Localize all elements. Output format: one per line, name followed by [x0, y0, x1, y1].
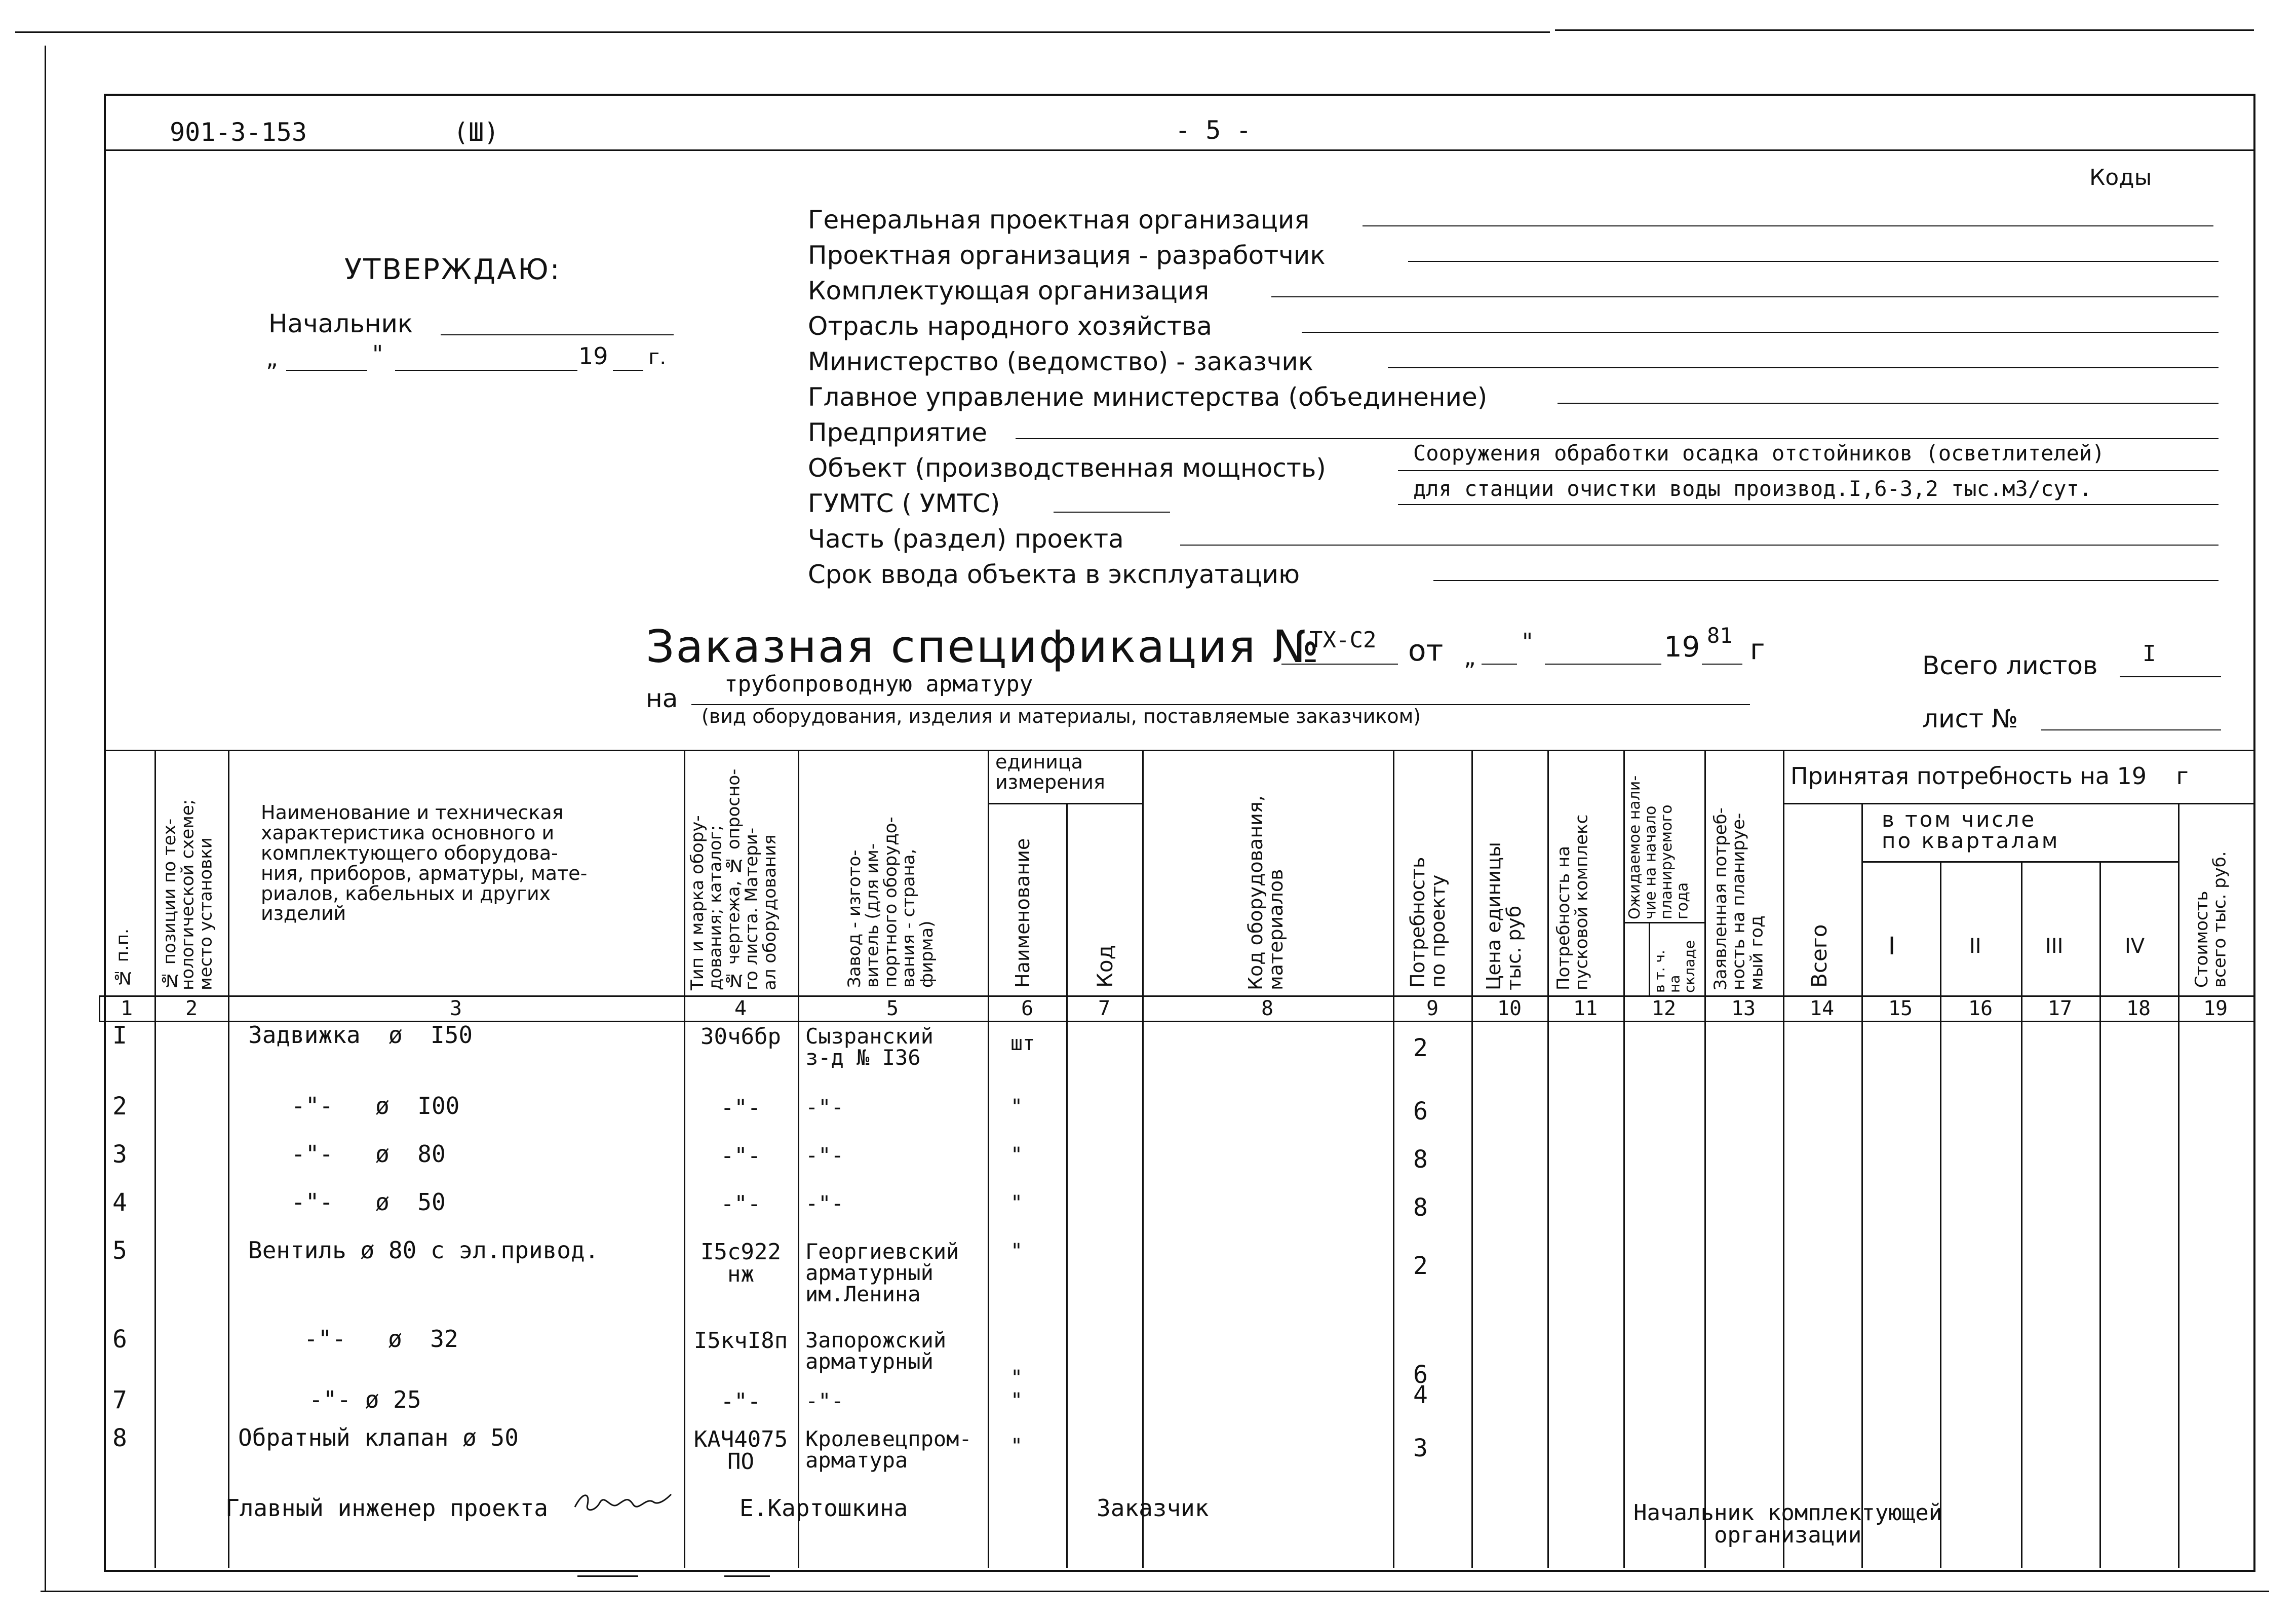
col-line: [1861, 803, 1863, 1568]
field-line: [1398, 470, 2219, 471]
header-accepted: Принятая потребность на 19 г: [1791, 762, 2189, 790]
item-maker: Георгиевский арматурный им.Ленина: [805, 1239, 959, 1306]
header-c10: Цена единицы тыс. руб: [1483, 842, 1525, 990]
header-c7: Код: [1093, 945, 1117, 988]
header-q4: IV: [2125, 935, 2145, 958]
unit-group-rule: [988, 803, 1142, 804]
item-unit: ": [1010, 1366, 1023, 1389]
field-general-org: Генеральная проектная организация: [808, 205, 1310, 235]
item-name: -"- ø 80: [291, 1140, 446, 1168]
row-number: 4: [112, 1188, 127, 1217]
item-type: I5кчI8п: [693, 1328, 788, 1354]
item-qty: 8: [1413, 1145, 1428, 1174]
sheets-total: I: [2143, 641, 2156, 667]
spec-title: Заказная спецификация №: [646, 621, 1320, 673]
c12-sub-rule: [1623, 922, 1704, 923]
header-c14: Всего: [1807, 924, 1832, 988]
sheets-total-line: [2120, 676, 2221, 677]
header-q1: I: [1888, 932, 1896, 960]
field-designer-org: Проектная организация - разработчик: [808, 241, 1326, 270]
item-type: -"-: [720, 1191, 761, 1217]
item-maker: -"-: [805, 1388, 844, 1413]
header-c9: Потребность по проекту: [1407, 857, 1449, 988]
item-unit: ": [1010, 1191, 1023, 1215]
top-rule: [15, 31, 1550, 33]
field-gummts: ГУМТС ( УМТС): [808, 489, 1000, 518]
spec-subject-hint: (вид оборудования, изделия и материалы, поставляемые заказчиком): [702, 705, 1421, 727]
header-c8: Код оборудования, материалов: [1244, 795, 1287, 990]
spec-year-letter: г: [1750, 633, 1765, 666]
item-qty: 2: [1413, 1034, 1428, 1062]
row-number: 7: [112, 1386, 127, 1414]
item-type: I5с922 нж: [701, 1239, 781, 1287]
spec-subject: трубопроводную арматуру: [724, 671, 1033, 697]
column-number: 3: [449, 997, 462, 1020]
item-unit: ": [1010, 1435, 1023, 1458]
field-line: [1302, 332, 2219, 333]
column-number: 16: [1968, 997, 1993, 1020]
date-day-line: [286, 370, 367, 371]
column-number: 9: [1426, 997, 1439, 1020]
page-number: - 5 -: [1175, 115, 1252, 145]
item-qty: 6: [1413, 1361, 1428, 1389]
field-enterprise: Предприятие: [808, 418, 988, 447]
col-line: [988, 750, 989, 1568]
header-c19: Стоимость всего тыс. руб.: [2192, 851, 2230, 988]
field-commission-date: Срок ввода объекта в эксплуатацию: [808, 560, 1300, 589]
row-number: 6: [112, 1325, 127, 1354]
col-line: [2178, 803, 2180, 1568]
approval-title: УТВЕРЖДАЮ:: [344, 253, 561, 286]
header-c12-sub: в т. ч. на складе: [1651, 940, 1698, 993]
field-line: [1054, 512, 1170, 513]
date-year: 19: [578, 342, 608, 370]
row-number: 3: [112, 1140, 127, 1169]
item-type: -"-: [720, 1095, 761, 1121]
spec-on: на: [646, 684, 678, 713]
header-c13: Заявленная потреб- ность на планируе- мый год: [1710, 807, 1767, 990]
date-quote-open: „: [266, 344, 278, 372]
header-c11: Потребность на пусковой комплекс: [1553, 814, 1592, 990]
item-type: -"-: [720, 1388, 761, 1414]
item-maker: Кролевецпром- арматура: [805, 1426, 972, 1473]
col-line: [1142, 750, 1144, 1568]
codes-label: Коды: [2089, 165, 2152, 190]
column-number: 8: [1261, 997, 1274, 1020]
left-tick: [99, 995, 100, 1021]
sheets-total-label: Всего листов: [1922, 651, 2098, 680]
chief-engineer-signature: [570, 1482, 676, 1522]
approval-chief: Начальник: [268, 309, 413, 338]
item-unit: шт: [1010, 1032, 1035, 1055]
item-type: -"-: [720, 1143, 761, 1169]
item-maker: -"-: [805, 1143, 844, 1168]
col-line: [1623, 750, 1625, 1568]
row-number: 2: [112, 1092, 127, 1121]
row-number: 8: [112, 1424, 127, 1452]
item-maker: Сызранский з-д № I36: [805, 1024, 933, 1070]
col-line: [154, 750, 156, 1568]
column-number: 6: [1021, 997, 1034, 1020]
field-economy-branch: Отрасль народного хозяйства: [808, 312, 1212, 341]
field-line: [1398, 504, 2219, 505]
quarters-group-rule: [1861, 861, 2178, 863]
item-qty: 2: [1413, 1252, 1428, 1280]
item-unit: ": [1010, 1143, 1023, 1167]
col-line: [1547, 750, 1549, 1568]
column-number: 4: [734, 997, 747, 1020]
col-line: [1940, 861, 1941, 1568]
col-line: [798, 750, 799, 1568]
column-number: 15: [1888, 997, 1913, 1020]
bottom-mark: [577, 1575, 638, 1577]
left-margin-rule: [45, 46, 46, 1591]
object-value-line2: для станции очистки воды производ.I,6-3,2 тыс.м3/сут.: [1413, 476, 2092, 501]
item-name: Обратный клапан ø 50: [238, 1424, 519, 1451]
item-qty: 3: [1413, 1434, 1428, 1462]
col-line: [228, 750, 229, 1568]
item-unit: ": [1010, 1095, 1023, 1118]
item-maker: -"-: [805, 1191, 844, 1216]
column-number: 5: [886, 997, 899, 1020]
spec-month-line: [1545, 664, 1661, 665]
chief-signature-line: [441, 334, 674, 335]
header-q2: II: [1969, 935, 1981, 958]
item-unit: ": [1010, 1389, 1023, 1412]
spec-number: ТХ-С2: [1309, 627, 1377, 653]
header-q3: III: [2045, 935, 2064, 958]
col-line: [1783, 750, 1784, 1568]
header-c12-top: Ожидаемое нали- чие на начало планируемого года: [1626, 775, 1692, 919]
date-year-line: [613, 370, 643, 371]
spec-quote-close: ": [1522, 628, 1533, 655]
field-line: [1433, 580, 2219, 581]
document-code: 901-3-153: [170, 118, 307, 147]
item-name: -"- ø 32: [304, 1325, 458, 1353]
column-number: 1: [120, 997, 133, 1020]
column-number: 11: [1573, 997, 1598, 1020]
field-object-label: Объект (производственная мощность): [808, 453, 1326, 483]
header-c4: Тип и марка обору- дования; каталог; № чертежа, № опросно- го листа. Матери- ал оборудования: [687, 768, 780, 990]
column-number: 14: [1809, 997, 1835, 1020]
item-name: Вентиль ø 80 с эл.привод.: [248, 1237, 599, 1264]
chief-engineer-name: Е.Картошкина: [740, 1494, 908, 1522]
header-unit-group: единица измерения: [995, 751, 1105, 793]
column-number: 2: [185, 997, 198, 1020]
item-maker: -"-: [805, 1095, 844, 1119]
field-line: [1388, 367, 2219, 368]
col-line: [2021, 861, 2022, 1568]
spec-from: от: [1408, 633, 1444, 668]
field-line: [1408, 261, 2219, 262]
item-unit: ": [1010, 1240, 1023, 1263]
header-c6: Наименование: [1011, 838, 1034, 988]
item-qty: 8: [1413, 1193, 1428, 1222]
column-number: 12: [1651, 997, 1677, 1020]
field-line: [1558, 403, 2219, 404]
col-line: [1393, 750, 1394, 1568]
c12-sub-divider: [1649, 922, 1650, 995]
spec-number-line: [1281, 664, 1398, 665]
spec-day-line: [1482, 664, 1517, 665]
object-value-line1: Сооружения обработки осадка отстойников (осветлителей): [1413, 441, 2105, 466]
column-number: 10: [1497, 997, 1522, 1020]
item-qty: 4: [1413, 1381, 1428, 1409]
col-line: [1066, 803, 1068, 1568]
table-top-rule: [104, 750, 2253, 751]
spec-year-line: [1702, 664, 1742, 665]
col-line: [2099, 861, 2101, 1568]
column-number: 7: [1098, 997, 1111, 1020]
item-qty: 6: [1413, 1097, 1428, 1126]
date-suffix: г.: [648, 344, 667, 369]
field-ministry: Министерство (ведомство) - заказчик: [808, 347, 1314, 376]
col-line: [1704, 750, 1706, 1568]
sheet-no-line: [2041, 729, 2221, 730]
field-line: [1016, 438, 2219, 439]
header-quarters: в том числе по кварталам: [1882, 807, 2060, 853]
item-type: КАЧ4075 ПО: [693, 1426, 788, 1475]
field-line: [1363, 225, 2213, 226]
column-number: 13: [1731, 997, 1756, 1020]
chief-engineer-label: Главный инженер проекта: [225, 1494, 548, 1522]
row-number: I: [112, 1021, 127, 1050]
col-line: [684, 750, 685, 1568]
item-type: 30ч6бр: [701, 1024, 781, 1050]
item-maker: Запорожский арматурный: [805, 1328, 947, 1374]
field-supplier-org: Комплектующая организация: [808, 276, 1210, 305]
date-month-line: [395, 370, 577, 371]
table-header-rule: [99, 995, 2253, 997]
item-name: -"- ø 25: [309, 1386, 421, 1413]
item-name: -"- ø I00: [291, 1092, 460, 1119]
date-quote-close: ": [372, 340, 383, 368]
top-rule-right: [1555, 29, 2254, 31]
header-c5: Завод - изгото- витель (для им- портного оборудо- вания - страна, фирма): [844, 817, 937, 988]
item-name: Задвижка ø I50: [248, 1021, 473, 1049]
column-number: 19: [2203, 997, 2228, 1020]
spec-quote-open: „: [1464, 643, 1476, 671]
accepted-group-rule: [1783, 803, 2253, 804]
item-name: -"- ø 50: [291, 1188, 446, 1216]
header-rule: [104, 149, 2253, 151]
spec-year-suffix: 81: [1707, 623, 1733, 648]
sheet-no-label: лист №: [1922, 704, 2018, 733]
column-number: 18: [2126, 997, 2151, 1020]
column-number: 17: [2047, 997, 2073, 1020]
bottom-rule: [41, 1591, 2269, 1592]
spec-year-prefix: 19: [1664, 631, 1700, 664]
field-line: [1271, 296, 2219, 297]
header-c3: Наименование и техническая характеристика основного и комплектующего оборудова- ния, приборов, арматуры, мате- риалов, кабельных и других изделий: [261, 801, 588, 925]
volume-mark: (Ш): [453, 118, 499, 147]
bottom-mark: [724, 1575, 770, 1577]
field-project-part: Часть (раздел) проекта: [808, 524, 1124, 554]
row-number: 5: [112, 1237, 127, 1265]
col-line: [1471, 750, 1473, 1568]
field-main-department: Главное управление министерства (объединение): [808, 382, 1488, 412]
header-c1: № п.п.: [112, 929, 133, 988]
header-c2: № позиции по тех- нологической схеме; место установки: [160, 799, 216, 990]
customer-label: Заказчик: [1097, 1494, 1209, 1522]
supplier-chief-label: Начальник комплектующей организации: [1633, 1500, 1942, 1548]
field-line: [1180, 545, 2219, 546]
